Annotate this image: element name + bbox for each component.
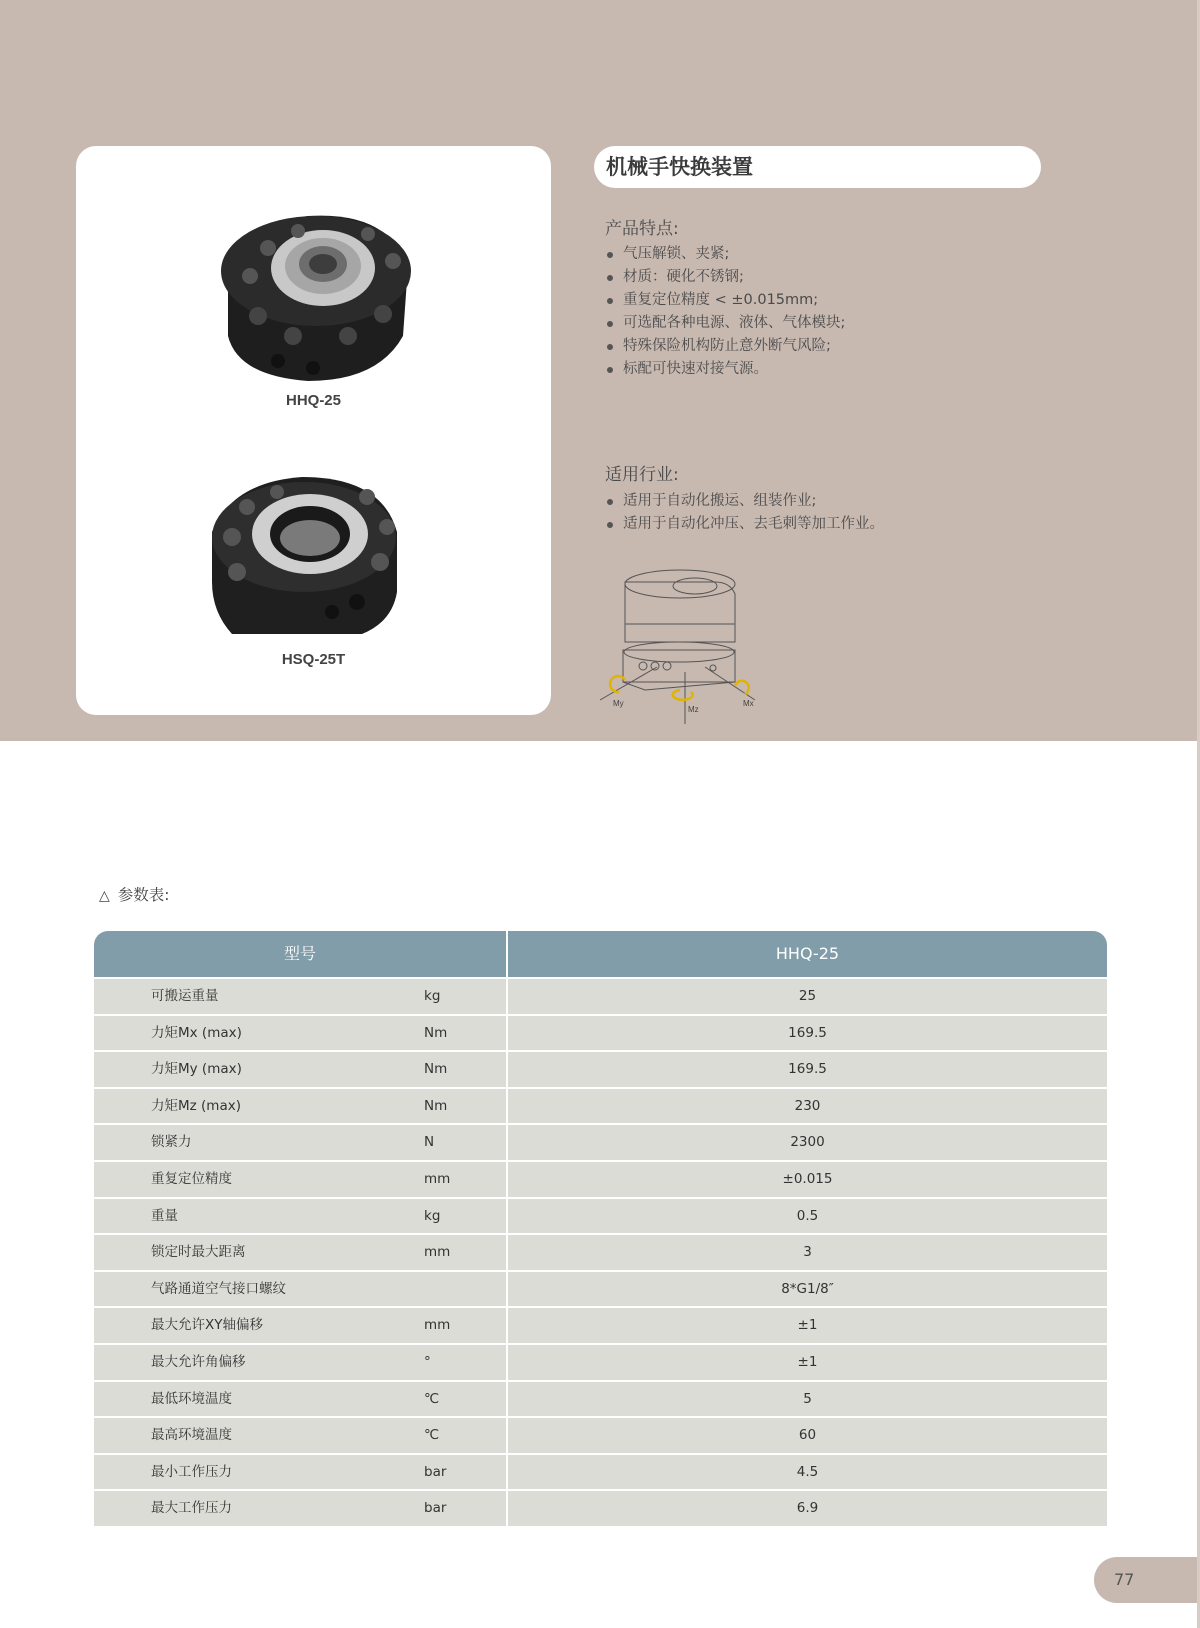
param-value: ±1 — [506, 1308, 1107, 1343]
param-name: 最小工作压力 — [151, 1463, 232, 1480]
param-unit — [424, 1272, 506, 1307]
param-value: 2300 — [506, 1125, 1107, 1160]
param-name: 可搬运重量 — [151, 988, 219, 1004]
page-title: 机械手快换装置 — [594, 146, 1041, 188]
param-unit: mm — [424, 1317, 451, 1334]
table-row — [94, 1306, 1107, 1343]
my-label: My — [613, 699, 624, 708]
table-row — [94, 1270, 1107, 1307]
param-name: 最低环境温度 — [151, 1390, 232, 1407]
table-row — [94, 1050, 1107, 1087]
header-model-value: HHQ-25 — [506, 931, 1107, 977]
param-unit: mm — [424, 1170, 451, 1187]
tool-changer-tool-plate-photo — [192, 462, 412, 652]
param-heading — [99, 883, 170, 905]
list-item: 重复定位精度 < ±0.015mm; — [605, 289, 845, 312]
param-value: ±1 — [506, 1345, 1107, 1380]
table-row — [94, 1160, 1107, 1197]
param-name: 最大允许角偏移 — [151, 1353, 246, 1370]
param-value: 4.5 — [506, 1455, 1107, 1490]
industries-heading: 适用行业: — [605, 465, 679, 485]
header-model-label: 型号 — [283, 944, 316, 963]
table-row — [94, 1233, 1107, 1270]
param-unit: kg — [424, 1207, 441, 1224]
param-unit: Nm — [424, 1024, 448, 1041]
spec-table — [94, 931, 1107, 1526]
param-name: 气路通道空气接口螺纹 — [151, 1280, 286, 1297]
param-value: 8*G1/8″ — [506, 1272, 1107, 1307]
param-value: 60 — [506, 1418, 1107, 1453]
param-value: 5 — [506, 1382, 1107, 1417]
table-row — [94, 1014, 1107, 1051]
mx-label: Mx — [743, 699, 754, 708]
param-value: 25 — [506, 979, 1107, 1014]
param-name: 重复定位精度 — [151, 1170, 232, 1187]
table-row — [94, 977, 1107, 1014]
param-unit: bar — [424, 1463, 447, 1480]
triangle-icon: △ — [99, 888, 110, 904]
industries-list — [605, 490, 884, 536]
param-heading-text: 参数表: — [117, 886, 170, 904]
table-row — [94, 1453, 1107, 1490]
table-row — [94, 1416, 1107, 1453]
list-item: 气压解锁、夹紧; — [605, 243, 845, 266]
param-value: 0.5 — [506, 1199, 1107, 1234]
param-name: 最大允许XY轴偏移 — [151, 1317, 263, 1334]
param-name: 力矩My (max) — [151, 1061, 242, 1078]
param-unit: ° — [424, 1353, 431, 1370]
param-unit: mm — [424, 1244, 451, 1261]
param-name: 最大工作压力 — [151, 1500, 232, 1517]
features-heading: 产品特点: — [605, 219, 679, 239]
list-item: 特殊保险机构防止意外断气风险; — [605, 335, 845, 358]
list-item: 标配可快速对接气源。 — [605, 358, 845, 381]
list-item: 适用于自动化冲压、去毛刺等加工作业。 — [605, 513, 884, 536]
table-header — [94, 931, 1107, 977]
param-name: 锁定时最大距离 — [151, 1244, 246, 1261]
param-name: 锁紧力 — [151, 1134, 192, 1151]
param-value: 6.9 — [506, 1491, 1107, 1526]
list-item: 可选配各种电源、液体、气体模块; — [605, 312, 845, 335]
param-value: 3 — [506, 1235, 1107, 1270]
param-value: 230 — [506, 1089, 1107, 1124]
table-row — [94, 1197, 1107, 1234]
param-value: 169.5 — [506, 1016, 1107, 1051]
param-unit: Nm — [424, 1061, 448, 1078]
tool-changer-master-photo — [198, 186, 428, 386]
product-card — [76, 146, 551, 715]
param-name: 力矩Mx (max) — [151, 1024, 242, 1041]
table-row — [94, 1123, 1107, 1160]
table-row — [94, 1489, 1107, 1526]
product-caption: HHQ-25 — [285, 392, 341, 409]
param-unit: N — [424, 1134, 435, 1151]
param-unit: bar — [424, 1500, 447, 1517]
features-list — [605, 243, 845, 381]
list-item: 适用于自动化搬运、组装作业; — [605, 490, 884, 513]
param-unit: kg — [424, 988, 441, 1004]
product-caption: HSQ-25T — [281, 651, 346, 668]
param-unit: ℃ — [424, 1427, 440, 1444]
table-row — [94, 1087, 1107, 1124]
param-name: 重量 — [151, 1207, 178, 1224]
param-value: ±0.015 — [506, 1162, 1107, 1197]
param-unit: Nm — [424, 1097, 448, 1114]
table-row — [94, 1343, 1107, 1380]
table-row — [94, 1380, 1107, 1417]
page-number: 77 — [1094, 1557, 1200, 1603]
moment-axes-diagram — [595, 562, 765, 731]
list-item: 材质：硬化不锈钢; — [605, 266, 845, 289]
mz-label: Mz — [688, 705, 699, 714]
param-name: 力矩Mz (max) — [151, 1097, 241, 1114]
param-unit: ℃ — [424, 1390, 440, 1407]
param-name: 最高环境温度 — [151, 1427, 232, 1444]
param-value: 169.5 — [506, 1052, 1107, 1087]
